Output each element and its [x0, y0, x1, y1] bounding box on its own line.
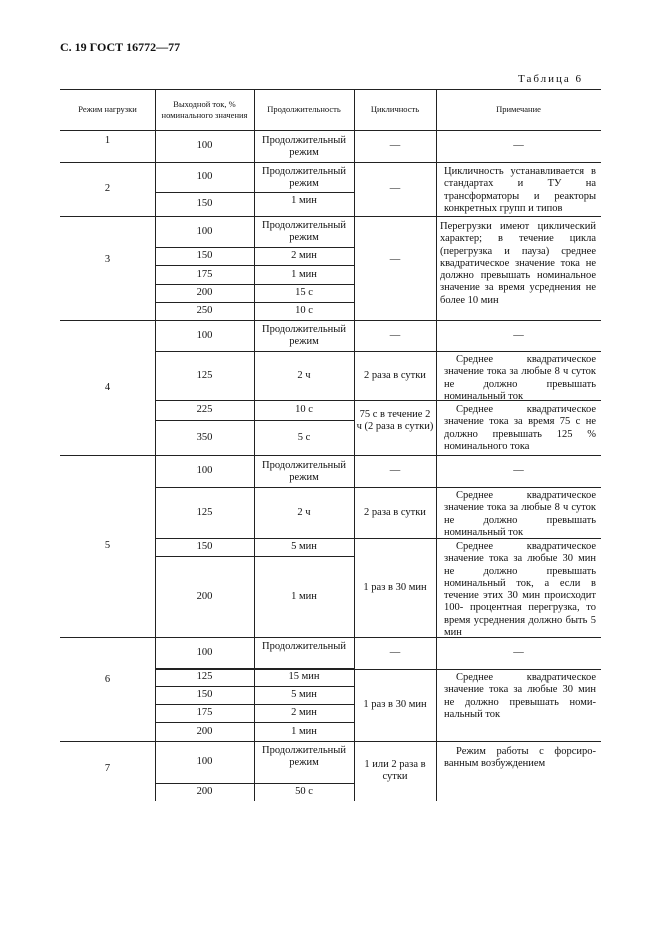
mode-3: 3 [104, 253, 111, 265]
duration-1: Продолжительный режим [262, 135, 346, 158]
duration-2-2: 1 мин [291, 194, 317, 206]
current-5-3: 150 [196, 541, 213, 553]
mode-6: 6 [104, 674, 111, 686]
col-header-mode: Режим нагрузки [78, 104, 137, 115]
duration-5-1: Продолжительный режим [262, 460, 346, 483]
cyclicity-6-1: — [389, 647, 401, 659]
duration-5-2: 2 ч [297, 506, 311, 518]
cyclicity-2: — [389, 183, 401, 195]
current-4-2: 125 [196, 369, 213, 381]
current-3-3: 175 [196, 268, 213, 280]
duration-3-1: Продолжительный режим [262, 220, 346, 243]
current-1: 100 [196, 140, 213, 152]
duration-6-3: 5 мин [291, 689, 317, 701]
note-3: Перегрузки имеют циклический характер; в течение цикла (перегрузка и пауза) среднее квадратическое значение тока не должно превышать номинальное значение за время усреднения не более 10 мин [440, 221, 596, 306]
current-3-1: 100 [196, 225, 213, 237]
col-header-note: Примечание [496, 104, 541, 115]
note-1: — [513, 140, 524, 152]
duration-7-2: 50 с [295, 786, 313, 798]
note-6-2: Среднее квадратическое значение тока за любые 30 мин не должно превышать номинальный ток [444, 672, 596, 720]
duration-4-2: 2 ч [297, 369, 311, 381]
current-3-4: 200 [196, 287, 213, 299]
duration-6-5: 1 мин [291, 725, 317, 737]
duration-6-2: 15 мин [288, 671, 320, 683]
mode-7: 7 [104, 762, 111, 774]
cyclicity-4-3: 75 с в течение 2 ч (2 раза в сутки) [356, 409, 434, 432]
current-2-2: 150 [196, 198, 213, 210]
note-7: Режим работы с форсированным возбуждением [444, 746, 596, 770]
current-2-1: 100 [196, 171, 213, 183]
current-3-2: 150 [196, 250, 213, 262]
current-4-1: 100 [196, 329, 213, 341]
current-5-4: 200 [196, 590, 213, 602]
note-4-3: Среднее квадратическое значение тока за время 75 с не должно превышать 125 % номинального тока [444, 404, 596, 452]
duration-3-2: 2 мин [291, 250, 317, 262]
current-6-4: 175 [196, 707, 213, 719]
current-6-2: 125 [196, 671, 213, 683]
duration-4-3: 10 с [295, 404, 313, 416]
duration-3-3: 1 мин [291, 268, 317, 280]
table-caption: Таблица 6 [518, 73, 584, 85]
col-header-duration: Продолжительность [267, 104, 341, 115]
note-6-1: — [513, 647, 524, 659]
current-4-4: 350 [196, 431, 213, 443]
cyclicity-5-2: 2 раза в сутки [364, 506, 426, 518]
note-5-3: Среднее квадратическое значение тока за любые 30 мин не должно превышать номинальный ток, а если в течение этих 30 мин происходит 100- процентная перегрузка, то время усреднения должно быть 5 мин [444, 541, 596, 638]
duration-7-1: Продолжительный режим [262, 745, 346, 768]
duration-6-4: 2 мин [291, 707, 317, 719]
current-6-3: 150 [196, 689, 213, 701]
mode-4: 4 [104, 381, 111, 393]
current-3-5: 250 [196, 305, 213, 317]
duration-4-1: Продолжительный режим [262, 324, 346, 347]
current-7-1: 100 [196, 756, 213, 768]
current-5-1: 100 [196, 465, 213, 477]
current-6-1: 100 [196, 646, 213, 658]
duration-5-4: 1 мин [291, 590, 317, 602]
col-header-current: Выходной ток, % номинального значения [161, 99, 248, 120]
duration-5-3: 5 мин [291, 541, 317, 553]
cyclicity-3: — [389, 253, 401, 265]
cyclicity-4-1: — [389, 329, 401, 341]
current-7-2: 200 [196, 786, 213, 798]
note-4-1: — [513, 329, 524, 341]
note-5-2: Среднее квадратическое значение тока за любые 8 ч суток не должно превышать номинальный ток [444, 490, 596, 538]
duration-3-5: 10 с [295, 305, 313, 317]
current-5-2: 125 [196, 506, 213, 518]
cyclicity-7: 1 или 2 раза в сутки [364, 759, 426, 782]
current-4-3: 225 [196, 404, 213, 416]
cyclicity-5-1: — [389, 465, 401, 477]
duration-4-4: 5 с [297, 431, 311, 443]
current-6-5: 200 [196, 725, 213, 737]
note-2: Цикличность устанавливается в стандартах и ТУ на трансформаторы и реакторы конкретных групп и типов [444, 166, 596, 214]
mode-5: 5 [104, 540, 111, 552]
duration-2-1: Продолжительный режим [262, 166, 346, 189]
page-header: С. 19 ГОСТ 16772—77 [60, 40, 181, 54]
cyclicity-4-2: 2 раза в сутки [364, 369, 426, 381]
duration-6-1: Продолжительный [262, 641, 346, 652]
note-5-1: — [513, 465, 524, 477]
mode-2: 2 [104, 183, 111, 195]
cyclicity-1: — [389, 140, 401, 152]
mode-1: 1 [104, 134, 111, 146]
note-4-2: Среднее квадратическое значение тока за любые 8 ч суток не должно превышать номинальный ток [444, 354, 596, 402]
col-header-cyclicity: Цикличность [370, 104, 420, 115]
cyclicity-6-2: 1 раз в 30 мин [363, 699, 427, 711]
cyclicity-5-3: 1 раз в 30 мин [363, 581, 427, 593]
duration-3-4: 15 с [295, 287, 313, 299]
